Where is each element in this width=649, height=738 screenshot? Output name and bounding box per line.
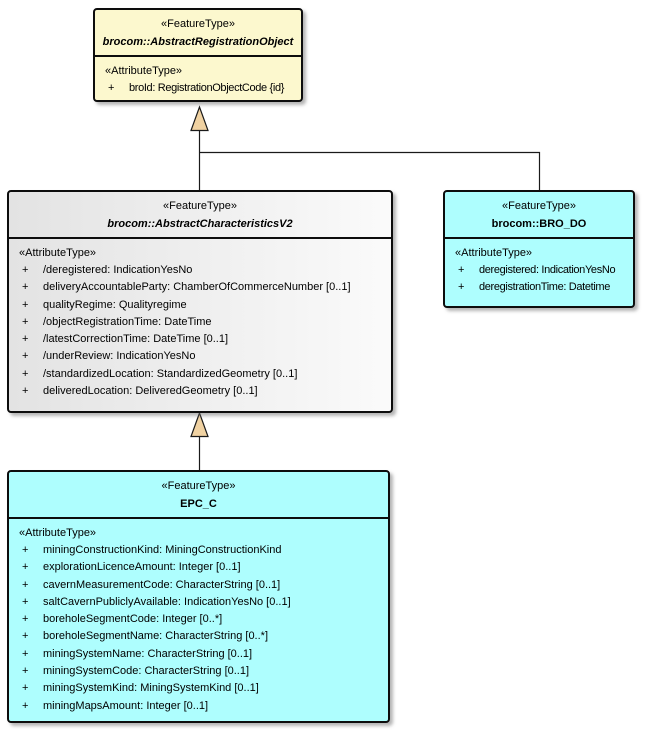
attribute-row: [95, 80, 301, 97]
attribute-text: explorationLicenceAmount: Integer [0..1]: [43, 561, 241, 574]
visibility-symbol: +: [22, 699, 29, 712]
attribute-text: /objectRegistrationTime: DateTime: [43, 315, 212, 328]
generalization-line-brodo-to-registration: [200, 153, 540, 193]
attribute-text: deregistered: IndicationYesNo: [479, 264, 616, 276]
visibility-symbol: +: [22, 578, 29, 591]
attribute-row: [9, 542, 388, 559]
visibility-symbol: +: [22, 647, 29, 660]
attribute-row: [9, 262, 391, 279]
attribute-row: [9, 577, 388, 594]
class-name: brocom::AbstractRegistrationObject: [102, 36, 294, 48]
class-box-abstract-characteristics-v2[interactable]: [7, 190, 393, 413]
class-stereotype: «FeatureType»: [163, 200, 237, 212]
attributes-compartment: [9, 519, 388, 715]
attribute-text: broId: RegistrationObjectCode {id}: [129, 82, 285, 94]
attribute-text: miningSystemKind: MiningSystemKind [0..1]: [43, 682, 259, 695]
attribute-row: [9, 628, 388, 645]
visibility-symbol: +: [22, 682, 29, 695]
attributes-compartment: [95, 57, 301, 97]
attribute-text: miningSystemName: CharacterString [0..1]: [43, 647, 253, 660]
attribute-row: [9, 646, 388, 663]
attribute-text: /standardizedLocation: StandardizedGeometry [0..1]: [43, 367, 298, 380]
visibility-symbol: +: [458, 281, 465, 294]
attribute-row: [9, 680, 388, 697]
visibility-symbol: +: [22, 367, 29, 380]
class-box-bro-do[interactable]: [443, 190, 635, 308]
class-box-abstract-registration-object[interactable]: [93, 8, 303, 102]
attribute-text: miningConstructionKind: MiningConstructionKind: [43, 544, 282, 556]
attribute-row: [9, 331, 391, 348]
class-stereotype: «FeatureType»: [502, 200, 576, 212]
visibility-symbol: +: [22, 264, 29, 276]
attribute-row: [445, 279, 633, 296]
visibility-symbol: +: [22, 315, 29, 328]
class-header: [445, 192, 633, 239]
visibility-symbol: +: [22, 298, 29, 311]
attribute-text: deliveredLocation: DeliveredGeometry [0..1]: [43, 385, 258, 398]
attribute-row: [9, 611, 388, 628]
attribute-text: miningSystemCode: CharacterString [0..1]: [43, 665, 250, 678]
attribute-text: deregistrationTime: Datetime: [479, 281, 611, 294]
attribute-compartment-label: «AttributeType»: [19, 247, 97, 259]
visibility-symbol: +: [22, 350, 29, 363]
class-header: [95, 10, 301, 57]
attribute-text: miningMapsAmount: Integer [0..1]: [43, 699, 209, 712]
attribute-text: /latestCorrectionTime: DateTime [0..1]: [43, 333, 229, 346]
visibility-symbol: +: [22, 544, 29, 556]
visibility-symbol: +: [22, 333, 29, 346]
class-name: brocom::AbstractCharacteristicsV2: [107, 218, 293, 230]
class-header: [9, 192, 391, 239]
attribute-row: [9, 594, 388, 611]
visibility-symbol: +: [22, 665, 29, 678]
class-header: [9, 472, 388, 519]
attribute-text: qualityRegime: Qualityregime: [43, 298, 187, 311]
attribute-compartment-label: «AttributeType»: [19, 527, 97, 539]
attribute-compartment-label: «AttributeType»: [455, 247, 533, 259]
class-name: brocom::BRO_DO: [491, 218, 587, 230]
attribute-row: [9, 663, 388, 680]
attribute-row: [9, 366, 391, 383]
attribute-row: [9, 279, 391, 296]
attribute-row: [9, 297, 391, 314]
attribute-text: /deregistered: IndicationYesNo: [43, 264, 193, 276]
visibility-symbol: +: [22, 281, 29, 294]
visibility-symbol: +: [22, 385, 29, 398]
attribute-text: cavernMeasurementCode: CharacterString [0..1]: [43, 578, 281, 591]
visibility-symbol: +: [22, 630, 29, 643]
generalization-arrowhead-registration: [191, 107, 208, 131]
attribute-text: saltCavernPubliclyAvailable: IndicationYesNo [0..1]: [43, 595, 291, 608]
attribute-row: [9, 383, 391, 400]
attributes-compartment: [445, 239, 633, 297]
visibility-symbol: +: [22, 613, 29, 626]
attribute-text: boreholeSegmentName: CharacterString [0..*]: [43, 630, 269, 643]
visibility-symbol: +: [22, 595, 29, 608]
attribute-compartment-label: «AttributeType»: [105, 65, 183, 77]
visibility-symbol: +: [458, 264, 465, 276]
attribute-row: [445, 262, 633, 279]
attribute-row: [9, 314, 391, 331]
visibility-symbol: +: [22, 561, 29, 574]
attribute-row: [9, 559, 388, 576]
attribute-text: boreholeSegmentCode: Integer [0..*]: [43, 613, 223, 626]
attribute-text: deliveryAccountableParty: ChamberOfCommerceNumber [0..1]: [43, 281, 351, 294]
class-name: EPC_C: [180, 498, 217, 510]
visibility-symbol: +: [108, 82, 115, 94]
attribute-row: [9, 348, 391, 365]
attribute-text: /underReview: IndicationYesNo: [43, 350, 196, 363]
class-stereotype: «FeatureType»: [161, 480, 236, 492]
attributes-compartment: [9, 239, 391, 400]
class-box-epc-c[interactable]: [7, 470, 390, 723]
attribute-row: [9, 698, 388, 715]
generalization-arrowhead-characteristics: [191, 413, 208, 437]
class-stereotype: «FeatureType»: [161, 18, 235, 30]
